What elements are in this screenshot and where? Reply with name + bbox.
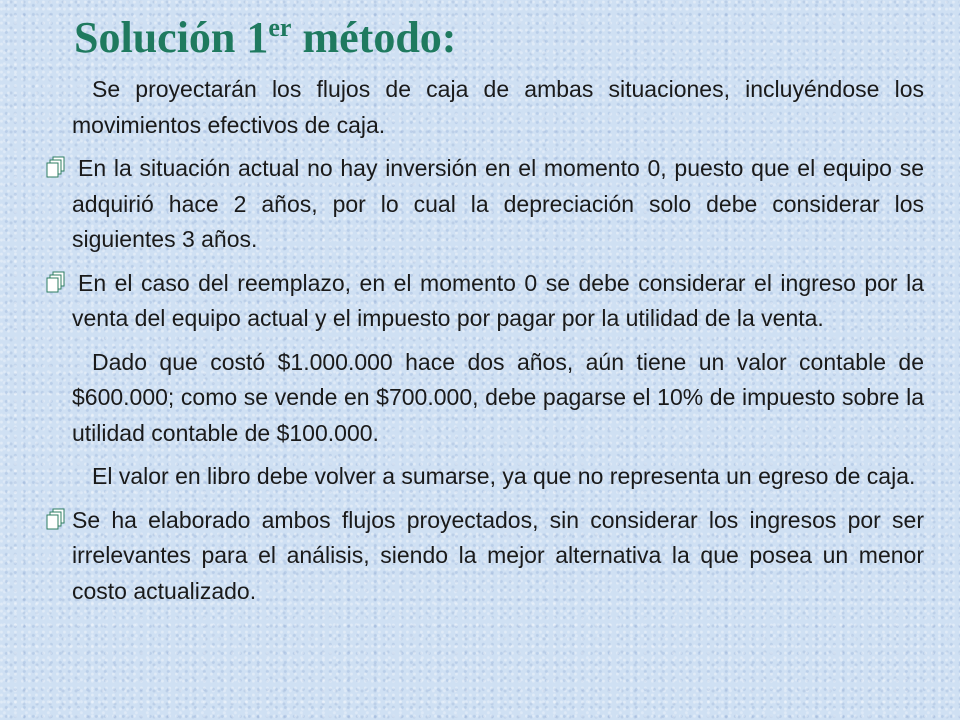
page-title [74,10,456,66]
paragraph-text: Se ha elaborado ambos flujos proyectados, sin considerar los ingresos por ser irrelevantes para el análisis, siendo la mejor alternativa la que posea un menor costo actualizado. [72,506,924,604]
title-rest: método: [291,13,457,62]
title-main: Solución 1 [74,13,269,62]
paragraph-text: Dado que costó $1.000.000 hace dos años, aún tiene un valor contable de $600.000; como se vende en $700.000, debe pagarse el 10% de impuesto sobre la utilidad contable de $100.000. [72,348,924,446]
page-stack-icon [46,271,66,293]
page-stack-icon [46,156,66,178]
slide-body [72,72,924,617]
title-superscript: er [268,13,292,42]
paragraph [72,459,924,495]
paragraph [72,345,924,452]
bullet-paragraph [72,266,924,337]
paragraph-text: En el caso del reemplazo, en el momento 0 se debe considerar el ingreso por la venta del equipo actual y el impuesto por pagar por la utilidad de la venta. [72,269,924,331]
paragraph-text: Se proyectarán los flujos de caja de ambas situaciones, incluyéndose los movimientos efectivos de caja. [72,76,924,138]
paragraph-text: En la situación actual no hay inversión en el momento 0, puesto que el equipo se adquirió hace 2 años, por lo cual la depreciación solo debe considerar los siguientes 3 años. [72,155,924,252]
page-stack-icon [46,508,66,530]
bullet-paragraph [72,151,924,258]
bullet-paragraph [72,503,924,610]
paragraph [72,72,924,143]
paragraph-text: El valor en libro debe volver a sumarse, ya que no representa un egreso de caja. [92,463,916,489]
